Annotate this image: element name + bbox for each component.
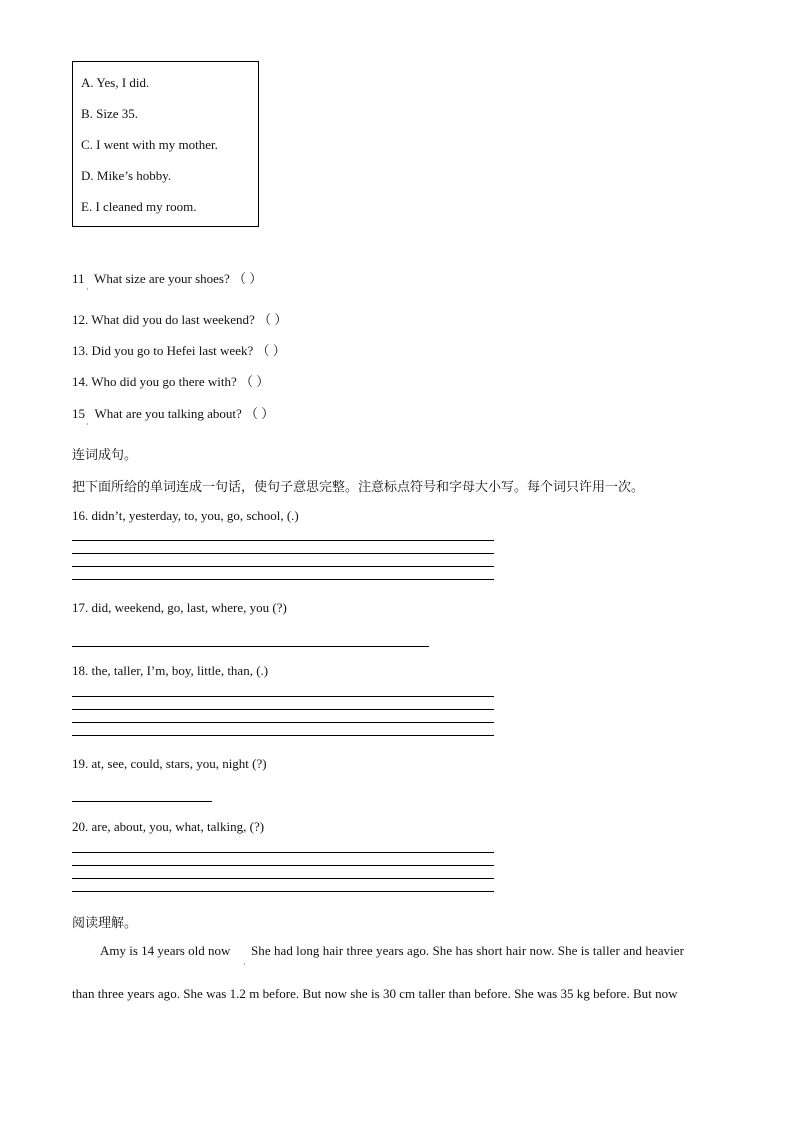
answer-blank[interactable]: （ ） xyxy=(240,374,270,389)
answer-line[interactable] xyxy=(72,709,494,710)
dot-mark: · xyxy=(86,285,89,294)
reading-line-2: than three years ago. She was 1.2 m before. But now she is 30 cm taller than before. She was 35 kg before. But now xyxy=(72,986,678,1001)
option-c: C. I went with my mother. xyxy=(81,137,218,152)
question-number: 12. xyxy=(72,312,89,327)
section-instruction: 把下面所给的单词连成一句话，使句子意思完整。注意标点符号和字母大小写。每个词只许用一次。 xyxy=(72,480,645,495)
answer-line[interactable] xyxy=(72,801,212,802)
answer-blank[interactable]: （ ） xyxy=(256,343,286,358)
answer-line[interactable] xyxy=(72,579,494,580)
word-item-19: 19. at, see, could, stars, you, night (?) xyxy=(72,756,267,771)
answer-line[interactable] xyxy=(72,553,494,554)
reading-line-1a: Amy is 14 years old now xyxy=(100,943,231,958)
question-15 xyxy=(72,403,274,422)
answer-line[interactable] xyxy=(72,878,494,879)
dot-mark: · xyxy=(243,960,246,969)
answer-line[interactable] xyxy=(72,722,494,723)
question-number: 11 xyxy=(72,271,85,286)
word-item-17: 17. did, weekend, go, last, where, you (?) xyxy=(72,600,287,615)
question-text: What size are your shoes? xyxy=(94,271,230,286)
answer-line[interactable] xyxy=(72,566,494,567)
dot-mark: · xyxy=(86,420,89,429)
question-number: 13. xyxy=(72,343,89,358)
answer-blank[interactable]: （ ） xyxy=(258,312,288,327)
option-d: D. Mike’s hobby. xyxy=(81,168,172,183)
answer-options-box xyxy=(72,61,259,227)
answer-line[interactable] xyxy=(72,852,494,853)
answer-line[interactable] xyxy=(72,540,494,541)
question-14 xyxy=(72,371,269,390)
question-13 xyxy=(72,340,286,359)
question-number: 15 xyxy=(72,406,85,421)
question-text: What did you do last weekend? xyxy=(91,312,255,327)
word-item-18: 18. the, taller, I’m, boy, little, than, (.) xyxy=(72,663,269,678)
word-item-16: 16. didn’t, yesterday, to, you, go, school, (.) xyxy=(72,508,299,523)
reading-line-1b: She had long hair three years ago. She has short hair now. She is taller and heavier xyxy=(251,943,684,958)
question-number: 14. xyxy=(72,374,89,389)
answer-line[interactable] xyxy=(72,735,494,736)
option-b: B. Size 35. xyxy=(81,106,139,121)
section-title-reading: 阅读理解。 xyxy=(72,916,138,931)
answer-line[interactable] xyxy=(72,696,494,697)
question-12 xyxy=(72,309,287,328)
answer-line[interactable] xyxy=(72,646,429,647)
answer-blank[interactable]: （ ） xyxy=(233,271,263,286)
answer-line[interactable] xyxy=(72,865,494,866)
option-e: E. I cleaned my room. xyxy=(81,199,197,214)
answer-line[interactable] xyxy=(72,891,494,892)
word-item-20: 20. are, about, you, what, talking, (?) xyxy=(72,819,265,834)
option-a: A. Yes, I did. xyxy=(81,75,150,90)
section-title-sentence-building: 连词成句。 xyxy=(72,448,138,463)
question-text: Did you go to Hefei last week? xyxy=(91,343,254,358)
question-text: What are you talking about? xyxy=(94,406,242,421)
question-text: Who did you go there with? xyxy=(91,374,237,389)
question-11 xyxy=(72,268,262,287)
answer-blank[interactable]: （ ） xyxy=(245,406,275,421)
